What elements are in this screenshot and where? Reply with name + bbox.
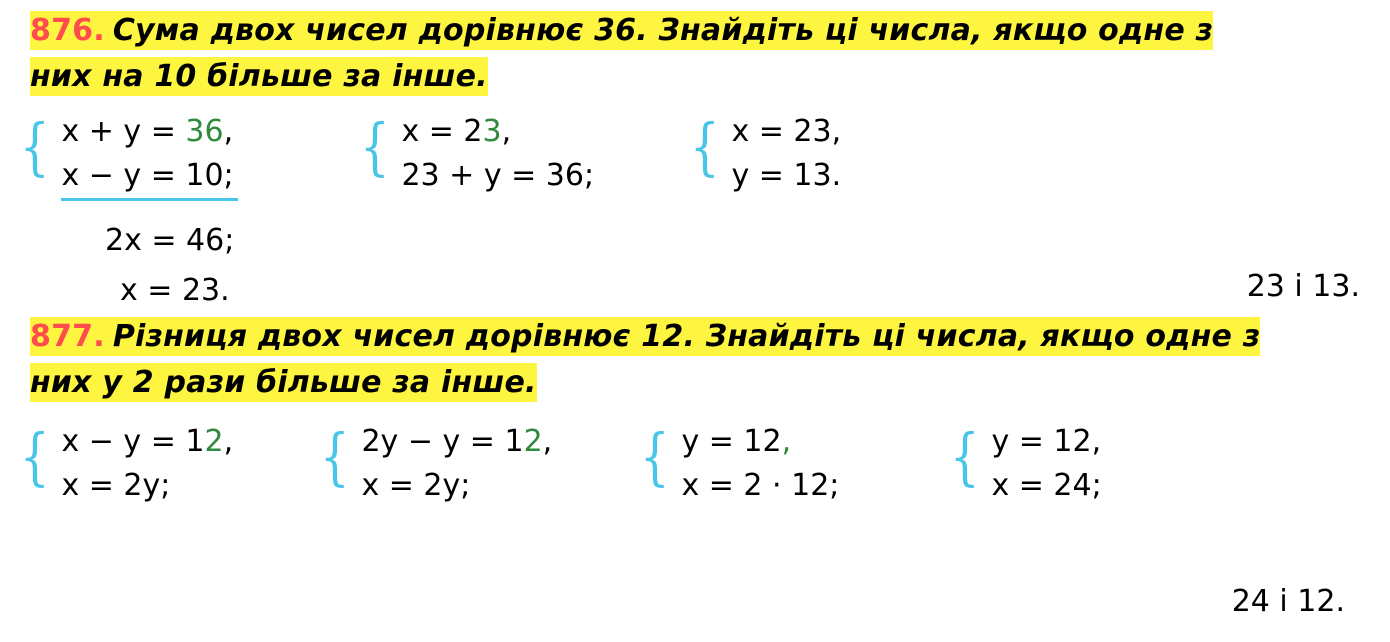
- system-877-4: [950, 420, 1210, 508]
- system-876-2: [360, 110, 690, 198]
- brace-icon: {: [950, 420, 980, 493]
- equation: x − y = 10;: [61, 154, 237, 201]
- brace-icon: {: [690, 110, 720, 183]
- brace-icon: {: [320, 420, 350, 493]
- problem-877-number: 877.: [30, 319, 105, 354]
- problem-876-derived-2: x = 23.: [120, 273, 230, 308]
- equation: x = 23,: [401, 114, 512, 149]
- problem-876-statement-line1: Сума двох чисел дорівнює 36. Знайдіть ці числа, якщо одне з: [112, 13, 1214, 48]
- problem-876-answer: 23 і 13.: [1246, 269, 1360, 304]
- problem-876-systems: [20, 110, 990, 201]
- equation: x − y = 12,: [61, 424, 234, 459]
- brace-icon: {: [360, 110, 390, 183]
- equation: x = 2y;: [61, 468, 171, 503]
- equation: y = 13.: [731, 158, 842, 193]
- equation: y = 12,: [681, 424, 792, 459]
- problem-876: [30, 8, 1370, 100]
- problem-877: [30, 314, 1380, 406]
- system-876-1: [20, 110, 360, 201]
- equation: y = 12,: [991, 424, 1102, 459]
- problem-877-statement-line2: них у 2 рази більше за інше.: [30, 365, 537, 400]
- brace-icon: {: [20, 420, 50, 493]
- equation: x + y = 36,: [61, 114, 234, 149]
- problem-876-statement: [30, 8, 1370, 100]
- equation: x = 2y;: [361, 468, 471, 503]
- problem-876-statement-line2: них на 10 більше за інше.: [30, 59, 488, 94]
- equation: 2y − y = 12,: [361, 424, 553, 459]
- problem-877-statement-line1: Різниця двох чисел дорівнює 12. Знайдіть ці числа, якщо одне з: [112, 319, 1261, 354]
- problem-877-answer: 24 і 12.: [1231, 584, 1345, 619]
- brace-icon: {: [20, 110, 50, 183]
- equation: x = 23,: [731, 114, 842, 149]
- problem-876-number: 876.: [30, 13, 105, 48]
- problem-877-statement: [30, 314, 1380, 406]
- equation: x = 2 · 12;: [681, 468, 840, 503]
- system-877-2: [320, 420, 640, 508]
- equation: x = 24;: [991, 468, 1102, 503]
- system-877-3: [640, 420, 950, 508]
- brace-icon: {: [640, 420, 670, 493]
- problem-877-systems: [20, 420, 1210, 508]
- system-877-1: [20, 420, 320, 508]
- system-876-3: [690, 110, 990, 198]
- equation: 23 + y = 36;: [401, 158, 595, 193]
- problem-876-derived-1: 2x = 46;: [105, 223, 235, 258]
